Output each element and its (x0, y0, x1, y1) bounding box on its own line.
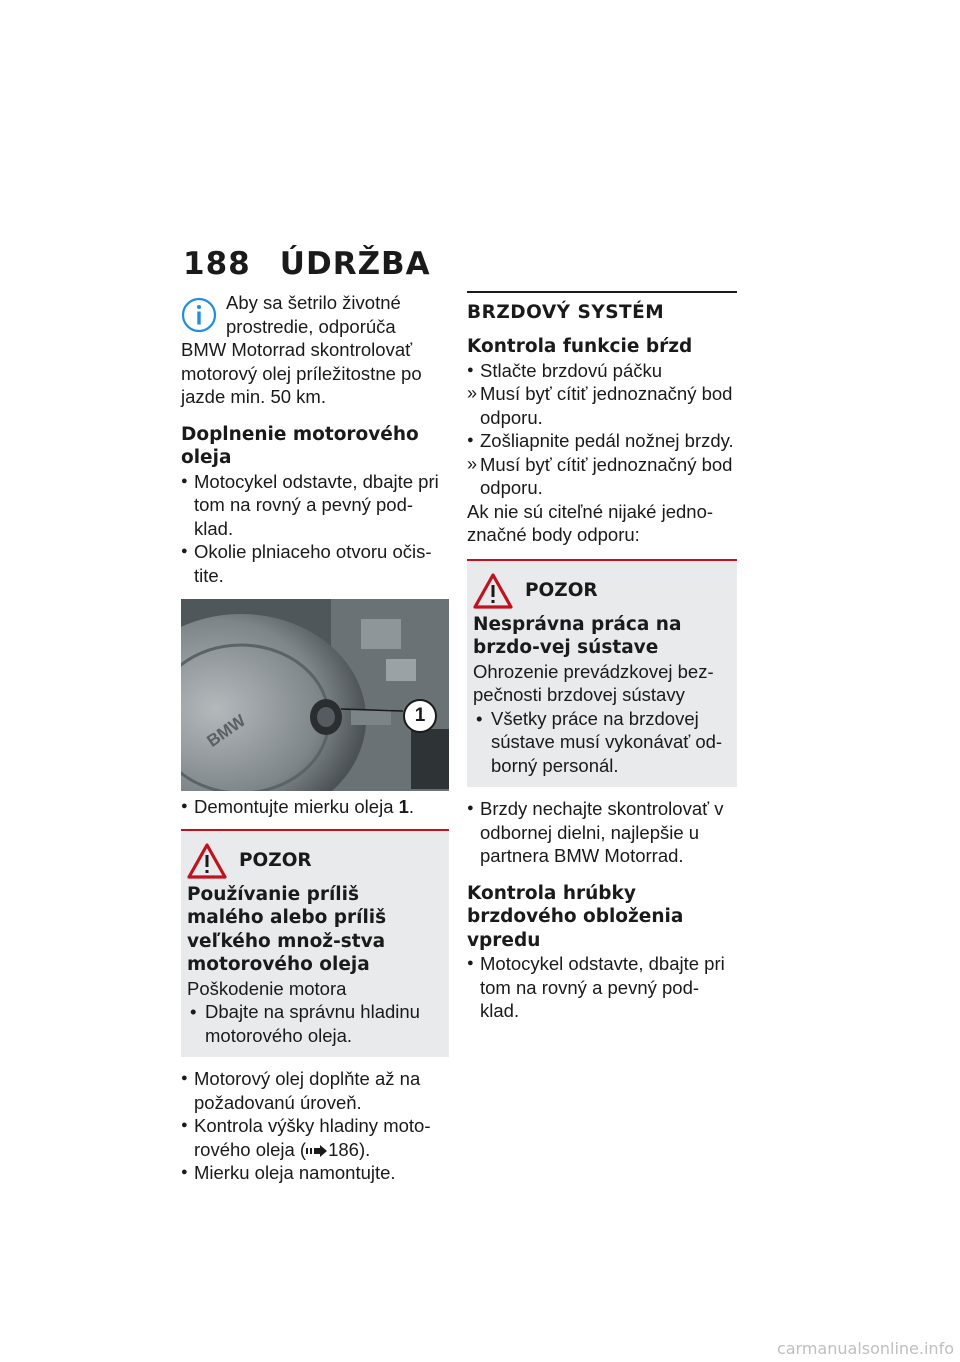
remove-step-list (181, 795, 449, 819)
warning-triangle-icon (473, 573, 513, 609)
brake-pad-heading: Kontrola hrúbky brzdového obloženia vpredu (467, 882, 684, 951)
list-item: » Musí byť cítiť jednoznačný bod odporu. (467, 382, 737, 429)
warning-title: Nesprávna práca na brzdo-vej sústave (473, 613, 682, 658)
warning-box-oil (181, 829, 449, 1058)
warning-label: POZOR (525, 579, 598, 601)
refill-heading: Doplnenie motorového oleja (181, 423, 419, 468)
refill-final-steps (181, 1067, 449, 1185)
level-check-page-link[interactable]: 186). (328, 1138, 371, 1160)
level-check-text: Kontrola výšky hladiny moto-rového oleja ( (194, 1115, 431, 1160)
no-resistance-text: Ak nie sú citeľné nijaké jedno-značné body odporu: (467, 500, 714, 545)
brake-function-heading: Kontrola funkcie bŕzd (467, 336, 693, 357)
brake-results-2 (467, 453, 737, 500)
brake-results-1 (467, 382, 737, 429)
list-item: ● Mierku oleja namontujte. (181, 1161, 449, 1185)
left-column (181, 291, 449, 1185)
list-item: ● Okolie plniaceho otvoru očis-tite. (181, 540, 449, 587)
footer-watermark: carmanualsonline.info (776, 1339, 954, 1358)
list-item: ● Brzdy nechajte skontrolovať v odbornej dielni, najlepšie u partnera BMW Motorrad. (467, 797, 737, 868)
info-line-2: prostredie, odporúča (226, 315, 396, 337)
list-item: ● Motocykel odstavte, dbajte pri tom na rovný a pevný pod-klad. (181, 470, 449, 541)
info-text: BMW Motorrad skontrolovať motorový olej príležitostne po jazde min. 50 km. (181, 339, 422, 407)
list-item: ● Motorový olej doplňte až na požadovanú úroveň. (181, 1067, 449, 1114)
info-note (181, 291, 449, 409)
warning-title: Používanie príliš malého alebo príliš veľkého množ-stva motorového oleja (187, 883, 387, 975)
page-number: 188 (183, 246, 251, 282)
list-item: ● Zošliapnite pedál nožnej brzdy. (467, 429, 737, 453)
list-item (181, 795, 449, 819)
warning-actions (187, 1000, 441, 1047)
list-item: • Všetky práce na brzdovej sústave musí vykonávať od-borný personál. (473, 707, 729, 778)
remove-step-ref: 1 (398, 796, 409, 817)
photo-callout-1: 1 (403, 699, 437, 733)
brake-steps-2 (467, 429, 737, 453)
warning-consequence: Ohrozenie prevádzkovej bez-pečnosti brzdovej sústavy (473, 660, 714, 705)
workshop-steps (467, 797, 737, 868)
warning-triangle-icon (187, 843, 227, 879)
info-line-1: Aby sa šetrilo životné (226, 292, 401, 313)
photo-brand-logo: BMW (203, 710, 250, 751)
engine-photo (181, 599, 449, 791)
brake-steps-1 (467, 359, 737, 383)
page-header (183, 246, 431, 282)
list-item (181, 1114, 449, 1161)
warning-box-brakes (467, 559, 737, 788)
refill-steps (181, 470, 449, 588)
remove-step-text: Demontujte mierku oleja (194, 796, 394, 817)
chapter-title: ÚDRŽBA (279, 246, 431, 282)
info-icon (181, 297, 217, 333)
warning-header (473, 573, 729, 613)
warning-consequence: Poškodenie motora (187, 977, 347, 999)
list-item: • Dbajte na správnu hladinu motorového oleja. (187, 1000, 441, 1047)
list-item: ● Stlačte brzdovú páčku (467, 359, 737, 383)
warning-actions (473, 707, 729, 778)
page-reference-arrow-icon (306, 1145, 328, 1157)
list-item: » Musí byť cítiť jednoznačný bod odporu. (467, 453, 737, 500)
section-title: BRZDOVÝ SYSTÉM (467, 291, 737, 325)
list-item: ● Motocykel odstavte, dbajte pri tom na rovný a pevný pod-klad. (467, 952, 737, 1023)
warning-label: POZOR (239, 849, 312, 871)
right-column (467, 291, 737, 1023)
warning-header (187, 843, 441, 883)
remove-step-end: . (408, 796, 415, 817)
brake-pad-steps (467, 952, 737, 1023)
engine-illustration (181, 599, 449, 791)
